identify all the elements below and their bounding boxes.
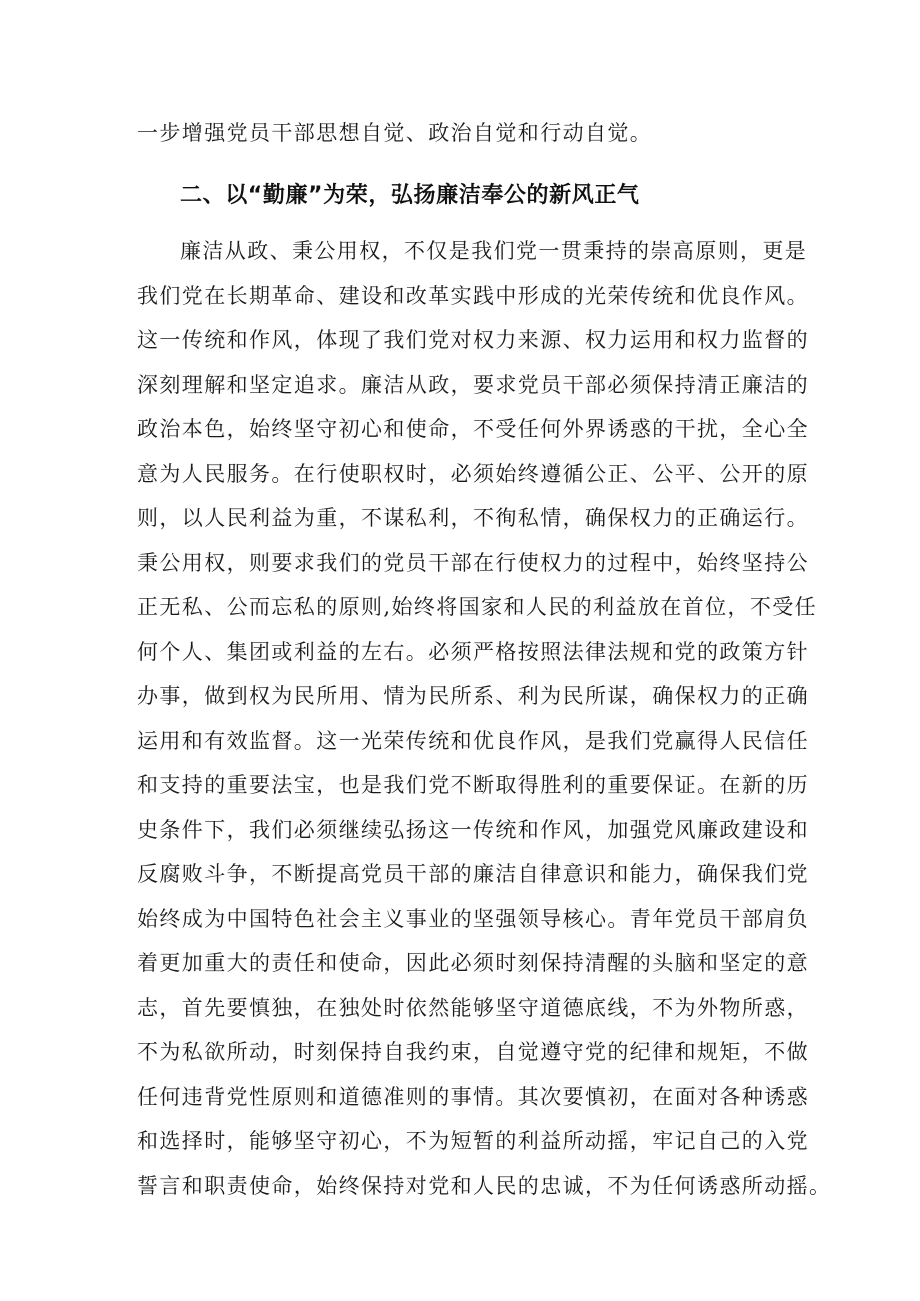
paragraph-line: 办事，做到权为民所用、情为民所系、利为民所谋，确保权力的正确 <box>137 684 809 708</box>
paragraph-line: 正无私、公而忘私的原则,始终将国家和人民的利益放在首位，不受任 <box>137 595 818 619</box>
paragraph-line: 誓言和职责使命，始终保持对党和人民的忠诚，不为任何诱惑所动摇。 <box>137 1173 832 1198</box>
paragraph-line: 和支持的重要法宝，也是我们党不断取得胜利的重要保证。在新的历 <box>137 773 809 797</box>
continuation-line: 一步增强党员干部思想自觉、政治自觉和行动自觉。 <box>137 121 653 145</box>
paragraph-line: 志，首先要慎独，在独处时依然能够坚守道德底线，不为外物所惑， <box>137 995 809 1020</box>
paragraph-line: 则，以人民利益为重，不谋私利，不徇私情，确保权力的正确运行。 <box>137 506 809 530</box>
paragraph-line: 反腐败斗争，不断提高党员干部的廉洁自律意识和能力，确保我们党 <box>137 862 809 886</box>
paragraph-line: 政治本色，始终坚守初心和使命，不受任何外界诱惑的干扰，全心全 <box>137 417 809 441</box>
paragraph-line: 始终成为中国特色社会主义事业的坚强领导核心。青年党员干部肩负 <box>137 906 809 931</box>
paragraph-line: 运用和有效监督。这一光荣传统和优良作风，是我们党赢得人民信任 <box>137 728 809 753</box>
paragraph-line: 廉洁从政、秉公用权，不仅是我们党一贯秉持的崇高原则，更是 <box>180 239 808 263</box>
paragraph-line: 任何违背党性原则和道德准则的事情。其次要慎初，在面对各种诱惑 <box>137 1084 809 1109</box>
paragraph-line: 我们党在长期革命、建设和改革实践中形成的光荣传统和优良作风。 <box>137 283 809 308</box>
paragraph-line: 这一传统和作风，体现了我们党对权力来源、权力运用和权力监督的 <box>137 328 809 352</box>
section-heading: 二、以“勤廉”为荣，弘扬廉洁奉公的新风正气 <box>180 183 640 208</box>
body-paragraph <box>137 229 832 1208</box>
paragraph-line: 秉公用权，则要求我们的党员干部在行使权力的过程中，始终坚持公 <box>137 550 809 575</box>
paragraph-line: 和选择时，能够坚守初心，不为短暂的利益所动摇，牢记自己的入党 <box>137 1129 809 1153</box>
paragraph-line: 何个人、集团或利益的左右。必须严格按照法律法规和党的政策方针 <box>137 639 809 664</box>
paragraph-line: 着更加重大的责任和使命，因此必须时刻保持清醒的头脑和坚定的意 <box>137 951 809 975</box>
paragraph-line: 不为私欲所动，时刻保持自我约束，自觉遵守党的纪律和规矩，不做 <box>137 1040 809 1064</box>
paragraph-line: 史条件下，我们必须继续弘扬这一传统和作风，加强党风廉政建设和 <box>137 817 809 842</box>
paragraph-line: 意为人民服务。在行使职权时，必须始终遵循公正、公平、公开的原 <box>137 461 809 486</box>
paragraph-line: 深刻理解和坚定追求。廉洁从政，要求党员干部必须保持清正廉洁的 <box>137 372 809 397</box>
